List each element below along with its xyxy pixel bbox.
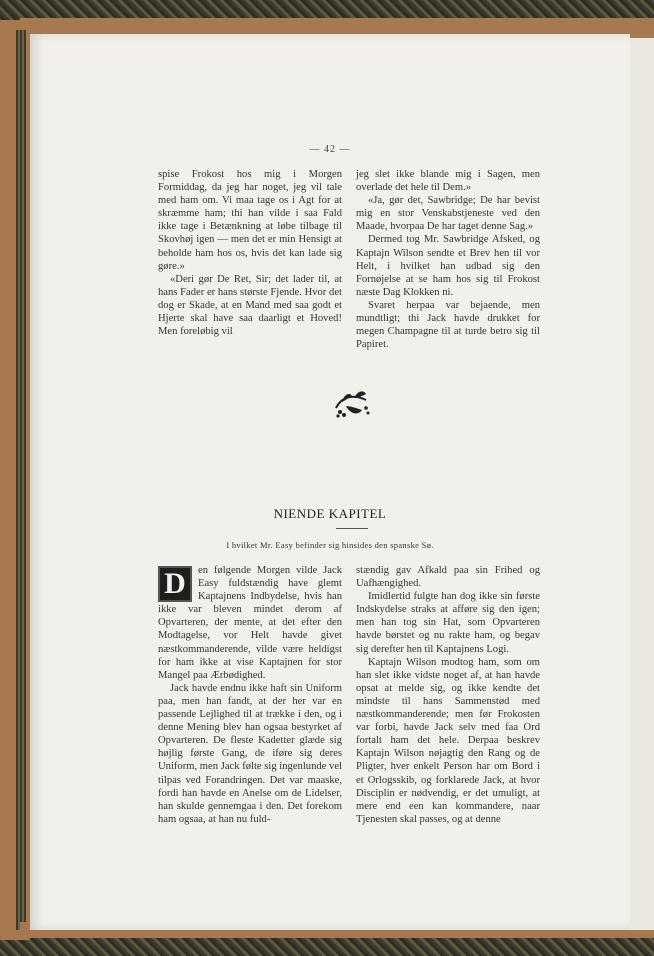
text-column-top-left [158,168,342,338]
floral-ornament-icon [332,386,372,420]
paragraph: jeg slet ikke blande mig i Sagen, men overlade det hele til Dem.» [356,169,540,194]
chapter-subtitle: I hvilket Mr. Easy befinder sig hinsides den spanske Sø. [226,540,434,550]
paragraph: Kaptajn Wilson modtog ham, som om han slet ikke vidste noget af, at han havde opsat at melde sig, og ikke kendte det mindste til hans Sammenstød med næstkommanderende; men før Frokosten var forbi, havde Jack selv med faa Ord fortalt ham det hele. Derpaa beskrev Kaptajn Wilson nøjagtig den Rang og de Pligter, hver enkelt Person har om Bord i et Orlogsskib, og forklarede Jack, at hvor Disciplin er nødvendig, er det umuligt, at mere end een kan kommandere, naar Tjenesten skal passes, og at denne [356,656,540,825]
text-column-bottom-right [356,564,540,826]
title-divider [336,528,368,529]
paragraph: «Ja, gør det, Sawbridge; De har bevist mig en stor Venskabstjeneste ved den Maade, hvorpaa De har taget denne Sag.» [356,195,540,233]
paragraph: Dermed tog Mr. Sawbridge Afsked, og Kaptajn Wilson sendte et Brev hen til vor Helt, i hvilket han udbad sig den Fornøjelse at se ham hos sig til Frokost næste Dag Klokken ni. [356,234,540,298]
paragraph: Imidlertid fulgte han dog ikke sin første Indskydelse straks at afføre sig den igen; men han tog sin Hat, som Opvarteren havde børstet og nu rakte ham, og begav sig derefter hen til Kaptajnens Logi. [356,591,540,655]
text-column-bottom-left [158,564,342,826]
paragraph: «Deri gør De Ret, Sir; det lader til, at hans Fader er hans største Fjende. Hvor det dog er Skade, at en Mand med saa godt et Hjerte skal have saa daarligt et Hoved! Men foreløbig vil [158,273,342,338]
text-column-top-right [356,168,540,351]
book-page [30,34,630,930]
chapter-title: NIENDE KAPITEL [273,506,387,521]
paragraph-text: en følgende Morgen vilde Jack Easy fuldstændig have glemt Kaptajnens Indbydelse, hvis han ikke var bleven mindet derom af Opvarteren, der mente, at det efter den Modtagelse, vor Helt havde givet næstkommanderende, vilde være heldigst for ham ikke at vise Kaptajnen for stor Mangel paa Ærbødighed. [158,565,342,681]
paragraph: Jack havde endnu ikke haft sin Uniform paa, men han fandt, at der her var en passende Lejlighed til at trække i den, og i denne Mening blev han ogsaa bestyrket af Opvarteren. De fleste Kadetter glæde sig højlig første Gang, de iføre sig deres Uniform, men Jack følte sig ingenlunde vel tilpas ved Forandringen. Det var maaske, fordi han havde en Anelse om de Lidelser, han skulde gennemgaa i den. Det forekom ham ogsaa, at han nu fuld- [158,682,342,825]
paragraph: stændig gav Afkald paa sin Frihed og Uafhængighed. [356,565,540,590]
paragraph: Svaret herpaa var bejaende, men mundtligt; thi Jack havde drukket for megen Champagne til at turde betro sig til Papiret. [356,299,540,351]
paragraph: spise Frokost hos mig i Morgen Formiddag, da jeg har noget, jeg vil tale med ham om. Vi maa tage os i Agt for at skræmme ham; thi han vilde i saa Fald ikke tage i Betænkning at løbe tilbage til Skovhøj igen — men det er min Hensigt at beholde ham hos os, hvis det kan lade sig gøre.» [158,169,342,272]
paragraph [158,564,342,682]
marbled-edge [16,30,26,930]
drop-cap: D [158,566,192,602]
next-page-edge [628,38,654,930]
page-number: — 42 — [309,144,351,155]
